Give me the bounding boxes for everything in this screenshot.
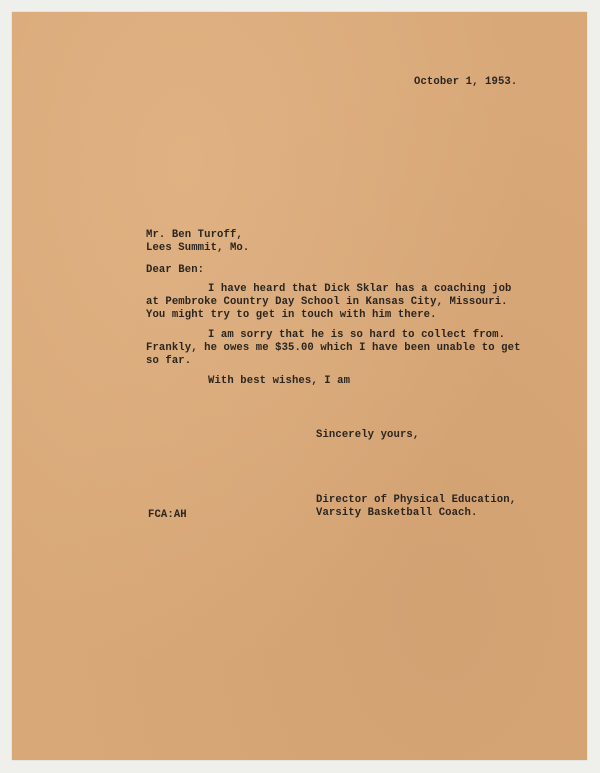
typist-initials: FCA:AH [148, 509, 187, 521]
paragraph-2-line-1: I am sorry that he is so hard to collect from. [208, 329, 506, 341]
paragraph-2-line-2: Frankly, he owes me $35.00 which I have been unable to get [146, 342, 521, 354]
closing: Sincerely yours, [316, 429, 420, 441]
paragraph-2-line-3: so far. [146, 355, 192, 367]
paragraph-1-line-3: You might try to get in touch with him there. [146, 309, 437, 321]
letter-page [12, 12, 587, 760]
paragraph-1-line-2: at Pembroke Country Day School in Kansas City, Missouri. [146, 296, 508, 308]
paragraph-1-line-1: I have heard that Dick Sklar has a coaching job [208, 283, 512, 295]
recipient-location: Lees Summit, Mo. [146, 242, 250, 254]
salutation: Dear Ben: [146, 264, 205, 276]
signature-title-2: Varsity Basketball Coach. [316, 507, 478, 519]
letter-date: October 1, 1953. [414, 76, 518, 88]
recipient-name: Mr. Ben Turoff, [146, 229, 243, 241]
signature-title-1: Director of Physical Education, [316, 494, 517, 506]
paragraph-3: With best wishes, I am [208, 375, 351, 387]
